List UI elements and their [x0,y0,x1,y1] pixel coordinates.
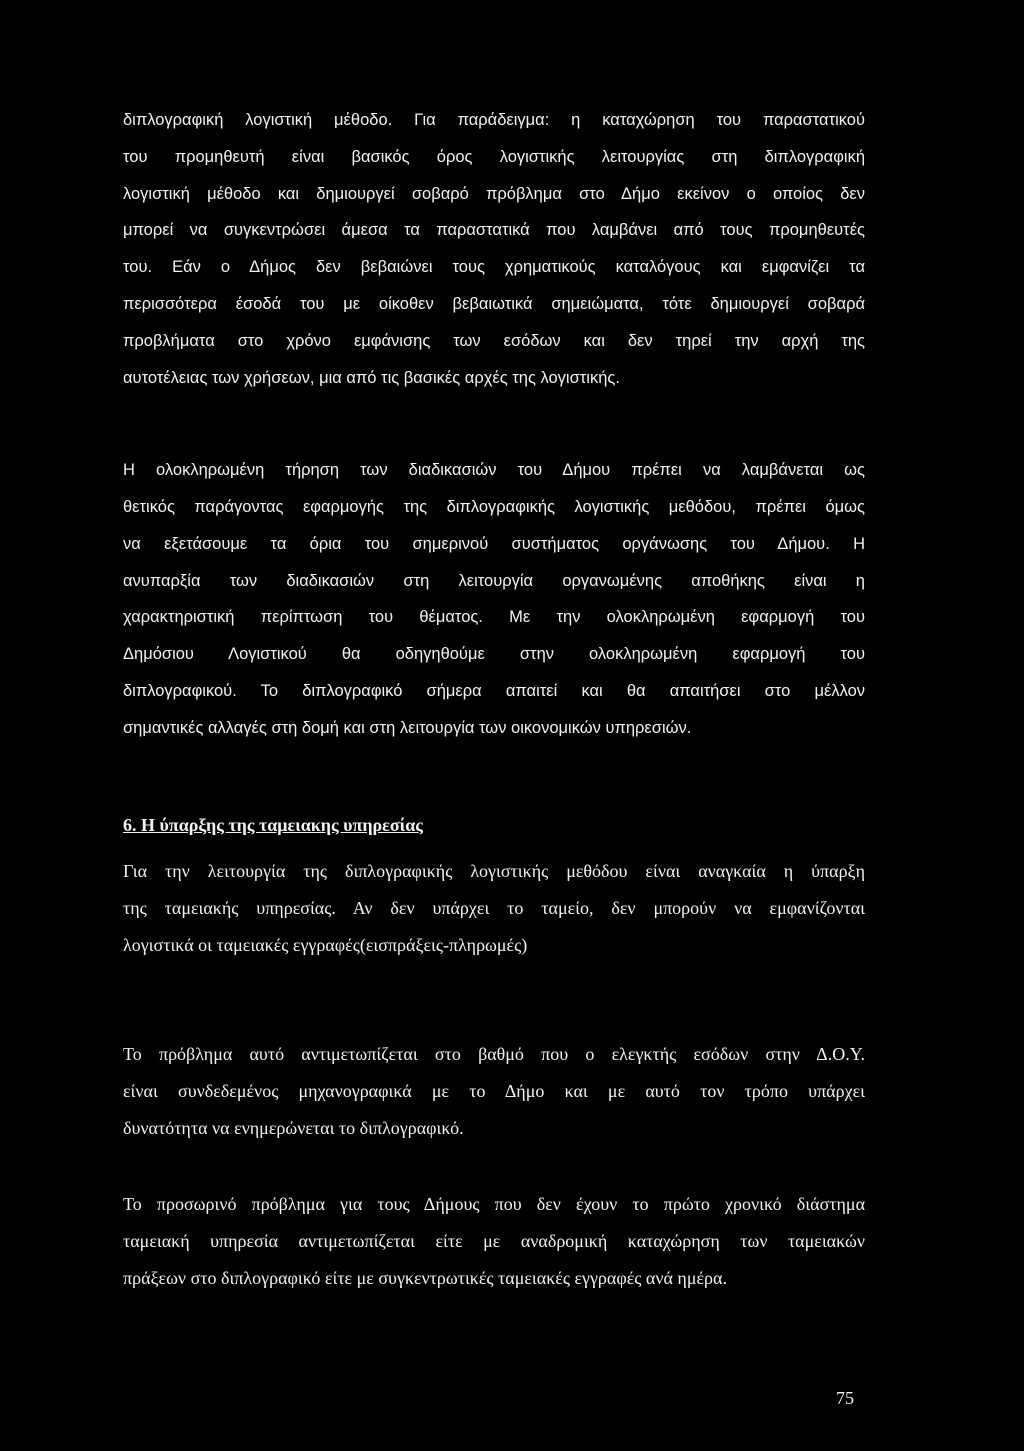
text-line: Το προσωρινό πρόβλημα για τους Δήμους που δεν έχουν το πρώτο χρονικό διάστημα [123,1194,865,1214]
text-line: της ταμειακής υπηρεσίας. Αν δεν υπάρχει το ταμείο, δεν μπορούν να εμφανίζονται [123,898,865,918]
text-line: περισσότερα έσοδά του με οίκοθεν βεβαιωτικά σημειώματα, τότε δημιουργεί σοβαρά [123,295,865,313]
text-line: είναι συνδεδεμένος μηχανογραφικά με το Δήμο και με αυτό τον τρόπο υπάρχει [123,1081,865,1101]
text-line: θετικός παράγοντας εφαρμογής της διπλογραφικής λογιστικής μεθόδου, πρέπει όμως [123,498,865,516]
text-line: πράξεων στο διπλογραφικό είτε με συγκεντρωτικές ταμειακές εγγραφές ανά ημέρα. [123,1268,727,1288]
text-line: ανυπαρξία των διαδικασιών στη λειτουργία οργανωμένης αποθήκης είναι η [123,572,865,590]
text-line: Το πρόβλημα αυτό αντιμετωπίζεται στο βαθμό που ο ελεγκτής εσόδων στην Δ.Ο.Υ. [123,1044,865,1064]
text-line: σημαντικές αλλαγές στη δομή και στη λειτουργία των οικονομικών υπηρεσιών. [123,719,692,737]
text-line: μπορεί να συγκεντρώσει άμεσα τα παραστατικά που λαμβάνει από τους προμηθευτές [123,221,865,239]
text-line: διπλογραφική λογιστική μέθοδο. Για παράδειγμα: η καταχώρηση του παραστατικού [123,111,865,129]
text-line: χαρακτηριστική περίπτωση του θέματος. Με την ολοκληρωμένη εφαρμογή του [123,608,865,626]
text-line: Για την λειτουργία της διπλογραφικής λογιστικής μεθόδου είναι αναγκαία η ύπαρξη [123,861,865,881]
text-line: αυτοτέλειας των χρήσεων, μια από τις βασικές αρχές της λογιστικής. [123,369,620,387]
text-line: του. Εάν ο Δήμος δεν βεβαιώνει τους χρηματικούς καταλόγους και εμφανίζει τα [123,258,865,276]
section-heading: 6. Η ύπαρξης της ταμειακης υπηρεσίας [123,815,423,835]
page-number: 75 [836,1388,854,1408]
text-line: ταμειακή υπηρεσία αντιμετωπίζεται είτε με αναδρομική καταχώρηση των ταμειακών [123,1231,865,1251]
text-line: Δημόσιου Λογιστικού θα οδηγηθούμε στην ολοκληρωμένη εφαρμογή του [123,645,865,663]
text-line: δυνατότητα να ενημερώνεται το διπλογραφικό. [123,1118,464,1138]
text-line: του προμηθευτή είναι βασικός όρος λογιστικής λειτουργίας στη διπλογραφική [123,148,865,166]
text-line: διπλογραφικού. Το διπλογραφικό σήμερα απαιτεί και θα απαιτήσει στο μέλλον [123,682,865,700]
text-line: να εξετάσουμε τα όρια του σημερινού συστήματος οργάνωσης του Δήμου. Η [123,535,865,553]
text-line: προβλήματα στο χρόνο εμφάνισης των εσόδων και δεν τηρεί την αρχή της [123,332,865,350]
text-line: λογιστικά οι ταμειακές εγγραφές(εισπράξεις-πληρωμές) [123,935,528,955]
text-line: Η ολοκληρωμένη τήρηση των διαδικασιών του Δήμου πρέπει να λαμβάνεται ως [123,461,865,479]
text-line: λογιστική μέθοδο και δημιουργεί σοβαρό πρόβλημα στο Δήμο εκείνον ο οποίος δεν [123,185,865,203]
